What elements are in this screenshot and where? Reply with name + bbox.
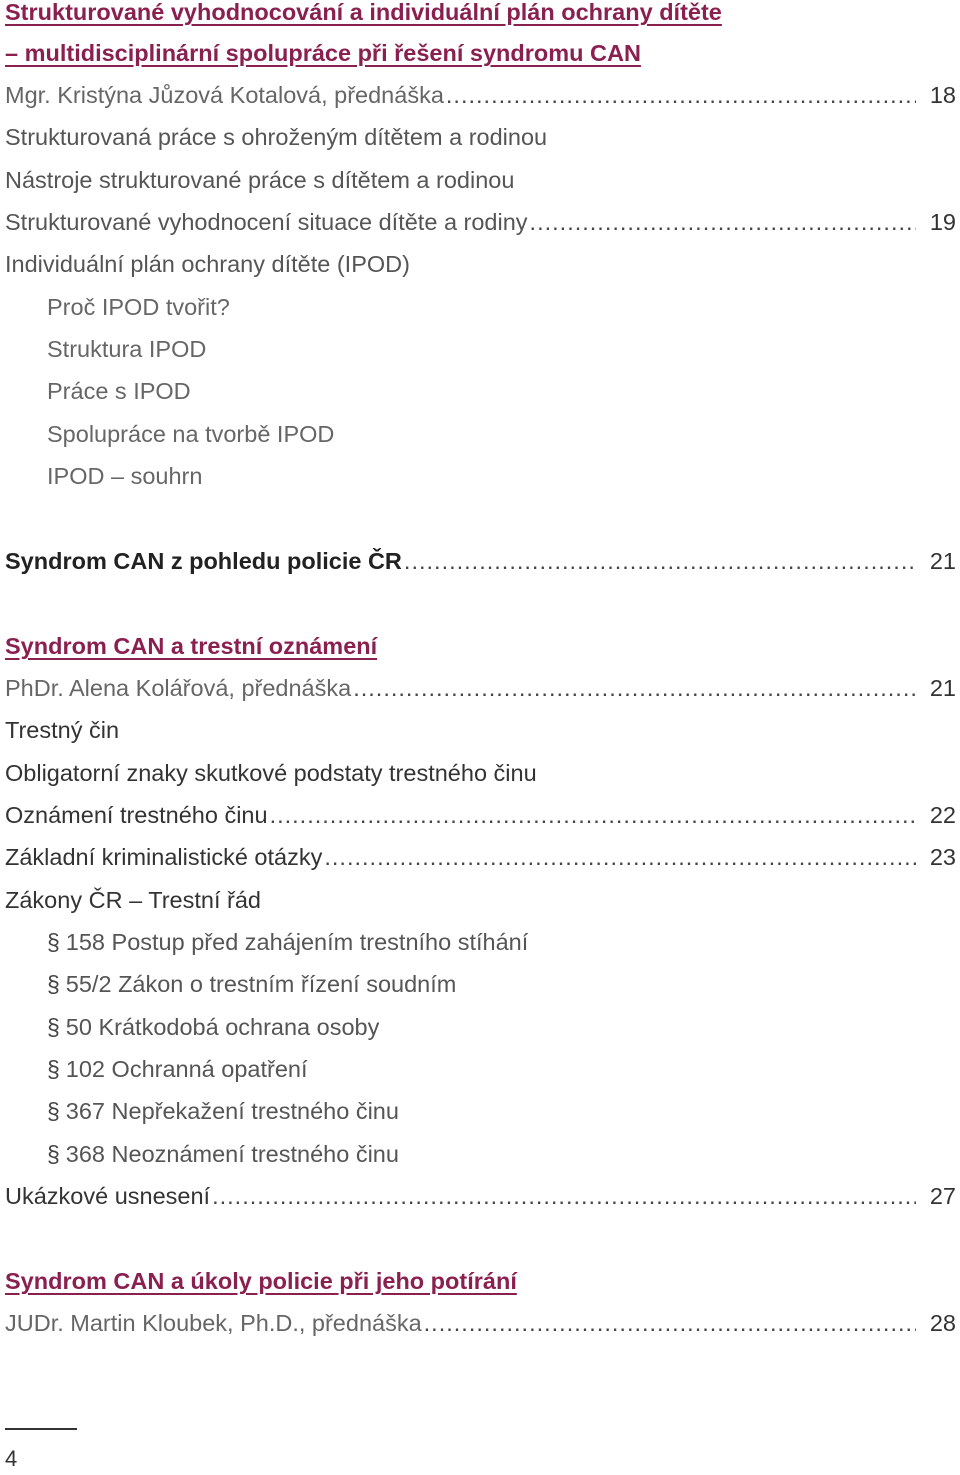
leader-dots bbox=[270, 795, 916, 835]
toc-entry[interactable]: Strukturované vyhodnocení situace dítěte a rodiny ..... 19 bbox=[5, 202, 956, 242]
section-sign-icon: § bbox=[47, 971, 60, 997]
leader-dots bbox=[212, 1176, 916, 1216]
toc-entry[interactable]: Obligatorní znaky skutkové podstaty trestného činu bbox=[5, 760, 537, 786]
leader-dots bbox=[404, 541, 916, 581]
page-ref: 21 bbox=[929, 675, 956, 701]
section-sign-icon: § bbox=[47, 1014, 60, 1040]
toc-entry[interactable]: Nástroje strukturované práce s dítětem a rodinou bbox=[5, 167, 515, 193]
toc-subentry[interactable]: § 55/2 Zákon o trestním řízení soudním bbox=[47, 964, 956, 1004]
toc-subentry[interactable]: § 367 Nepřekažení trestného činu bbox=[47, 1091, 956, 1131]
toc-entry[interactable] bbox=[5, 75, 956, 115]
leader-dots bbox=[446, 75, 916, 115]
toc-entry[interactable]: Strukturovaná práce s ohroženým dítětem a rodinou bbox=[5, 124, 548, 150]
leader-dots bbox=[353, 668, 916, 708]
toc-entry[interactable]: Základní kriminalistické otázky ..... 23 bbox=[5, 837, 956, 877]
section-heading[interactable]: – multidisciplinární spolupráce při řešení syndromu CAN bbox=[5, 40, 641, 66]
author-line: Mgr. Kristýna Jůzová Kotalová, přednáška bbox=[5, 82, 444, 108]
author-line: PhDr. Alena Kolářová, přednáška bbox=[5, 675, 352, 701]
toc-subentry[interactable]: Proč IPOD tvořit? bbox=[47, 294, 230, 320]
section-sign-icon: § bbox=[47, 929, 60, 955]
footer-rule bbox=[5, 1428, 77, 1430]
page-ref: 23 bbox=[929, 844, 956, 870]
page-ref: 19 bbox=[929, 209, 956, 235]
toc-subentry[interactable]: Spolupráce na tvorbě IPOD bbox=[47, 421, 335, 447]
toc-entry[interactable]: Trestný čin bbox=[5, 717, 120, 743]
toc-entry[interactable]: Individuální plán ochrany dítěte (IPOD) bbox=[5, 251, 410, 277]
section-sign-icon: § bbox=[47, 1098, 60, 1124]
page-ref: 28 bbox=[929, 1310, 956, 1336]
author-line: JUDr. Martin Kloubek, Ph.D., přednáška bbox=[5, 1310, 422, 1336]
toc-entry[interactable]: Zákony ČR – Trestní řád bbox=[5, 887, 261, 913]
section-sign-icon: § bbox=[47, 1056, 60, 1082]
leader-dots bbox=[530, 202, 916, 242]
toc-subentry[interactable]: § 158 Postup před zahájením trestního stíhání bbox=[47, 922, 956, 962]
toc-entry[interactable]: Oznámení trestného činu ..... 22 bbox=[5, 795, 956, 835]
section-heading[interactable]: Syndrom CAN a úkoly policie při jeho potírání bbox=[5, 1268, 517, 1294]
section-heading[interactable]: Strukturované vyhodnocování a individuální plán ochrany dítěte bbox=[5, 0, 722, 25]
page-ref: 18 bbox=[929, 82, 956, 108]
toc-entry[interactable] bbox=[5, 668, 956, 708]
section-heading[interactable]: Syndrom CAN z pohledu policie ČR ..... 21 bbox=[5, 541, 956, 581]
toc-subentry[interactable]: Struktura IPOD bbox=[47, 336, 207, 362]
page-number: 4 bbox=[5, 1446, 18, 1471]
toc-subentry[interactable]: IPOD – souhrn bbox=[47, 463, 203, 489]
page-ref: 22 bbox=[929, 802, 956, 828]
leader-dots bbox=[324, 837, 916, 877]
section-sign-icon: § bbox=[47, 1141, 60, 1167]
toc-subentry[interactable]: Práce s IPOD bbox=[47, 378, 191, 404]
page-ref: 21 bbox=[929, 548, 956, 574]
section-heading[interactable]: Syndrom CAN a trestní oznámení bbox=[5, 633, 378, 659]
toc-subentry[interactable]: § 368 Neoznámení trestného činu bbox=[47, 1134, 956, 1174]
leader-dots bbox=[424, 1303, 916, 1343]
toc-subentry[interactable]: § 50 Krátkodobá ochrana osoby bbox=[47, 1007, 956, 1047]
toc-subentry[interactable]: § 102 Ochranná opatření bbox=[47, 1049, 956, 1089]
toc-entry[interactable]: Ukázkové usnesení ..... 27 bbox=[5, 1176, 956, 1216]
page-ref: 27 bbox=[929, 1183, 956, 1209]
toc-entry[interactable] bbox=[5, 1303, 956, 1343]
